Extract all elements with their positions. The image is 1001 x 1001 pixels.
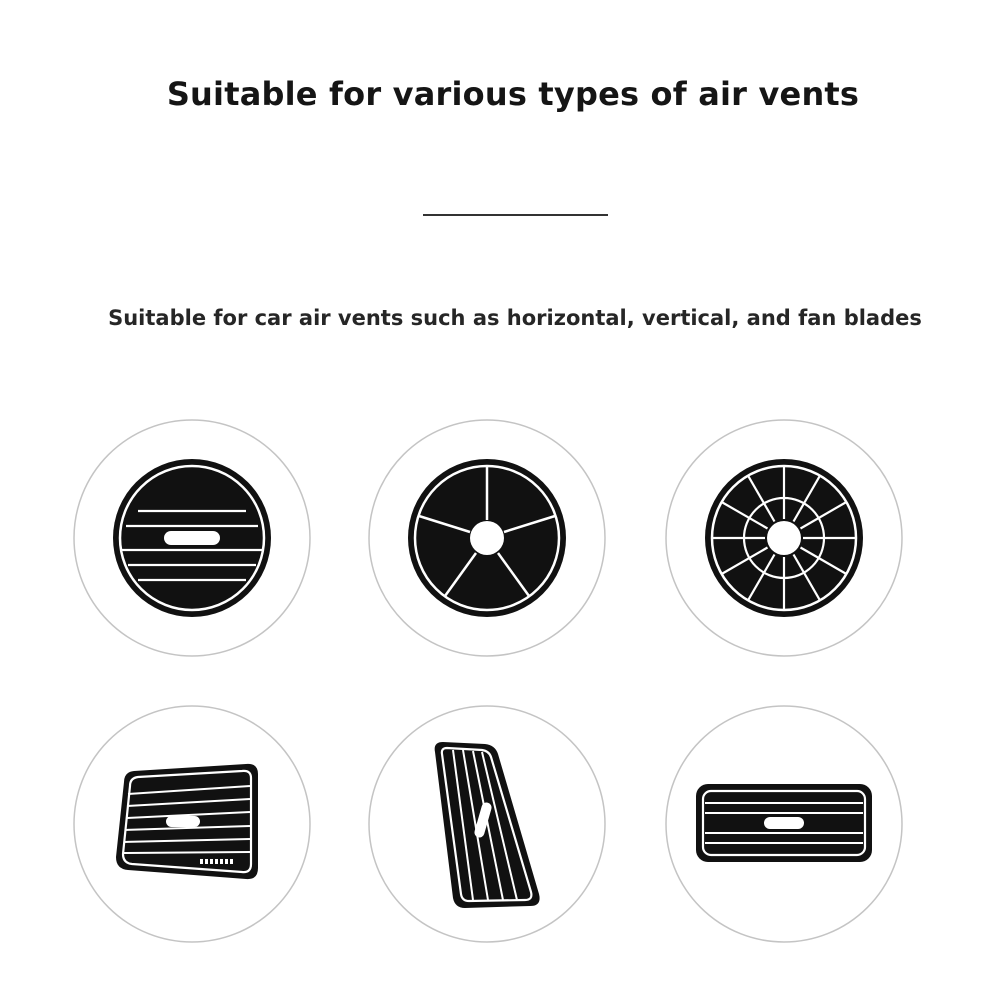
round-five-blade-vent-icon <box>367 418 607 658</box>
rectangular-horizontal-vent-icon <box>664 704 904 944</box>
vertical-slanted-vent-icon <box>367 704 607 944</box>
title-divider <box>423 214 608 216</box>
page-subtitle: Suitable for car air vents such as horizontal, vertical, and fan blades <box>108 306 922 330</box>
round-fan-blade-vent-icon <box>664 418 904 658</box>
round-horizontal-vent-icon <box>72 418 312 658</box>
page-title: Suitable for various types of air vents <box>166 75 860 113</box>
trapezoid-horizontal-vent-icon <box>72 704 312 944</box>
